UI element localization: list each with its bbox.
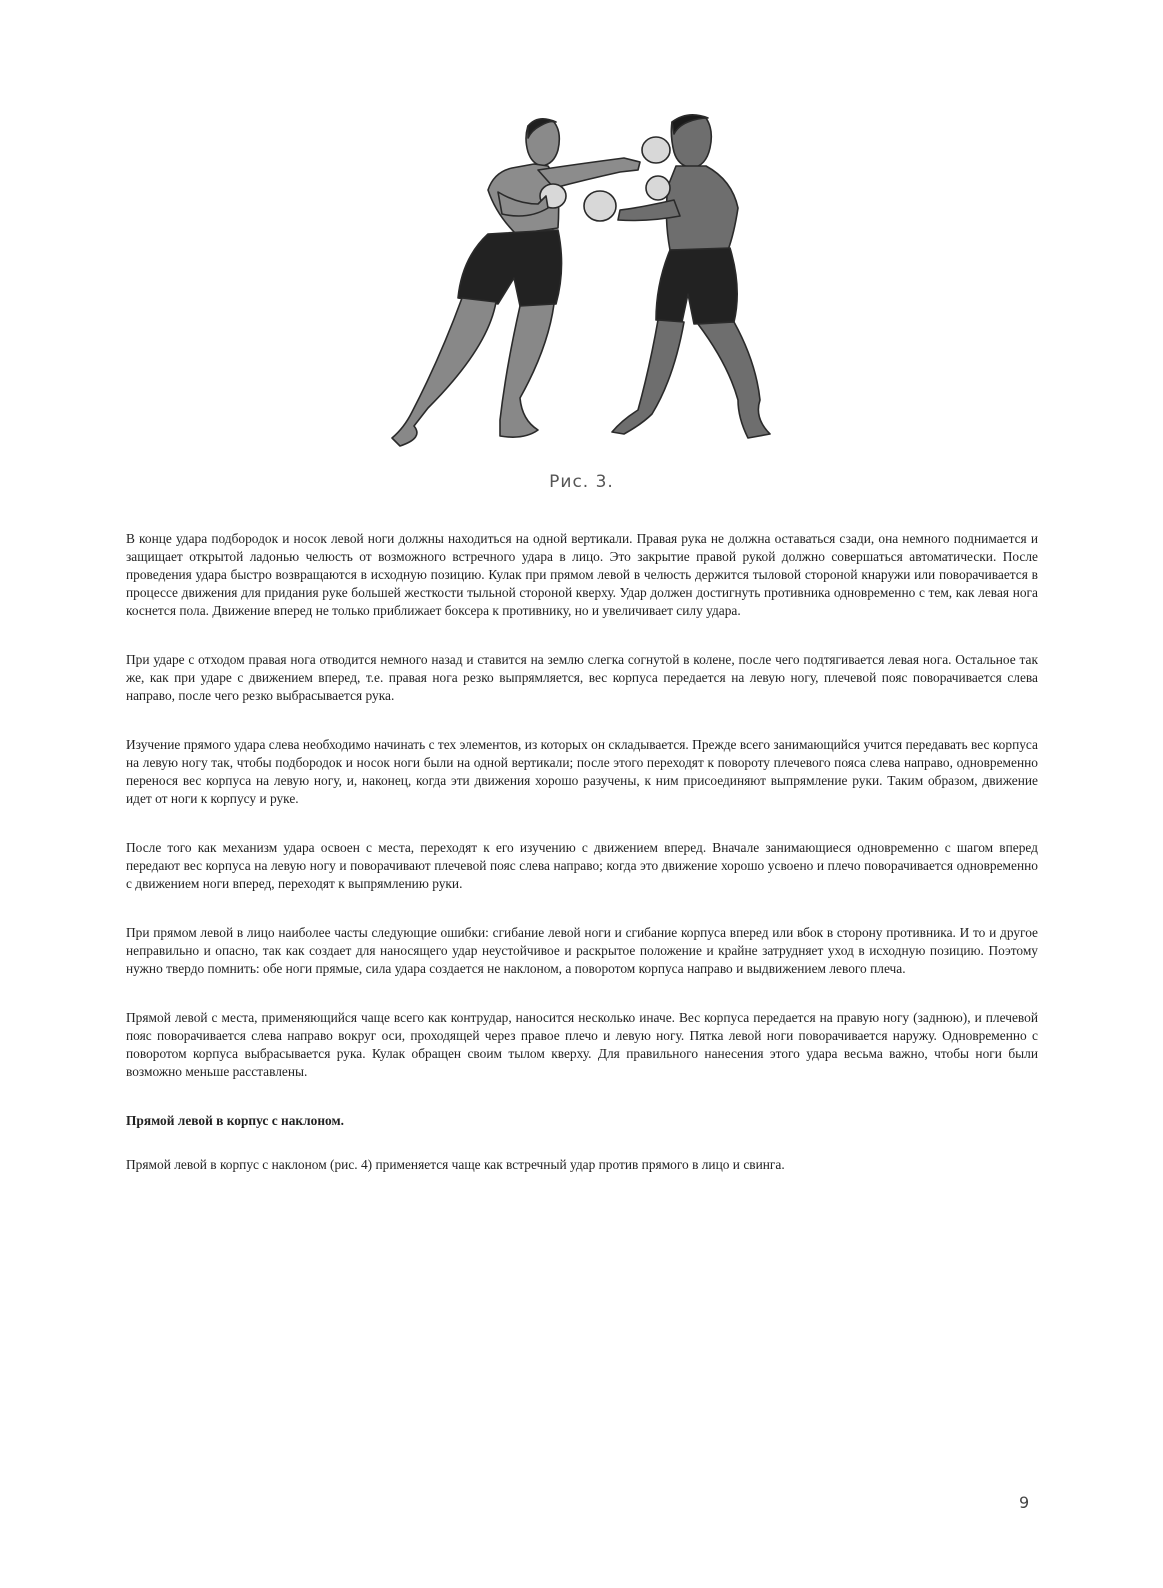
- paragraph: В конце удара подбородок и носок левой ноги должны находиться на одной вертикали. Правая рука не должна оставаться сзади, она немного поднимается и защищает открытой ладонью челюсть от возможного встречного удара в лицо. Это закрытие правой рукой должно совершаться автоматически. После проведения удара быстро возвращаются в исходную позицию. Кулак при прямом левой в челюсть держится тыловой стороной кнаружи или поворачивается в процессе движения для придания руке большей жесткости тыльной стороной кверху. Удар должен достигнуть противника одновременно с тем, как левая нога коснется пола. Движение вперед не только приближает боксера к противнику, но и увеличивает силу удара.: [126, 531, 1038, 618]
- page-number: 9: [1019, 1493, 1030, 1512]
- paragraph: Изучение прямого удара слева необходимо начинать с тех элементов, из которых он складывается. Прежде всего занимающийся учится передавать вес корпуса на левую ногу так, чтобы подбородок и носок ноги были на одной вертикали; после этого переходят к повороту плечевого пояса слева направо, одновременно перенося вес корпуса на левую ногу, и, наконец, когда эти движения хорошо разучены, к ним присоединяют выпрямление руки. Таким образом, движение идет от ноги к корпусу и руке.: [126, 737, 1038, 806]
- section-heading: Прямой левой в корпус с наклоном.: [126, 1113, 344, 1128]
- body-text: [126, 530, 1038, 1205]
- paragraph: При ударе с отходом правая нога отводится немного назад и ставится на землю слегка согнутой в колене, после чего подтягивается левая нога. Остальное так же, как при ударе с движением вперед, т.е. правая нога резко выпрямляется, вес корпуса передается на левую ногу, плечевой пояс поворачивается слева направо, после чего резко выбрасывается рука.: [126, 652, 1038, 703]
- figure-caption: Рис. 3.: [549, 472, 614, 492]
- paragraph: После того как механизм удара освоен с места, переходят к его изучению с движением вперед. Вначале занимающиеся одновременно с шагом вперед передают вес корпуса на левую ногу и поворачивают плечевой пояс слева направо; когда это движение хорошо усвоено и плечо поворачивается одновременно с движением ноги вперед, переходят к выпрямлению руки.: [126, 840, 1038, 891]
- paragraph: При прямом левой в лицо наиболее часты следующие ошибки: сгибание левой ноги и сгибание корпуса вперед или вбок в сторону противника. И то и другое неправильно и опасно, так как создает для наносящего удар неустойчивое и раскрытое положение и крайне затрудняет уход в исходную позицию. Поэтому нужно твердо помнить: обе ноги прямые, сила удара создается не наклоном, а поворотом корпуса направо и выдвижением левого плеча.: [126, 925, 1038, 976]
- boxers-icon: [388, 108, 788, 470]
- boxers-illustration: [388, 108, 788, 470]
- paragraph: Прямой левой с места, применяющийся чаще всего как контрудар, наносится несколько иначе. Вес корпуса передается на правую ногу (заднюю), и плечевой пояс поворачивается слева направо вокруг оси, проходящей через правое плечо и левую ногу. Пятка левой ноги поворачивается наружу. Одновременно с поворотом корпуса выбрасывается рука. Кулак обращен своим тылом кверху. Для правильного нанесения этого удара весьма важно, чтобы ноги были возможно меньше расставлены.: [126, 1010, 1038, 1079]
- paragraph: Прямой левой в корпус с наклоном (рис. 4) применяется чаще как встречный удар против прямого в лицо и свинга.: [126, 1157, 785, 1172]
